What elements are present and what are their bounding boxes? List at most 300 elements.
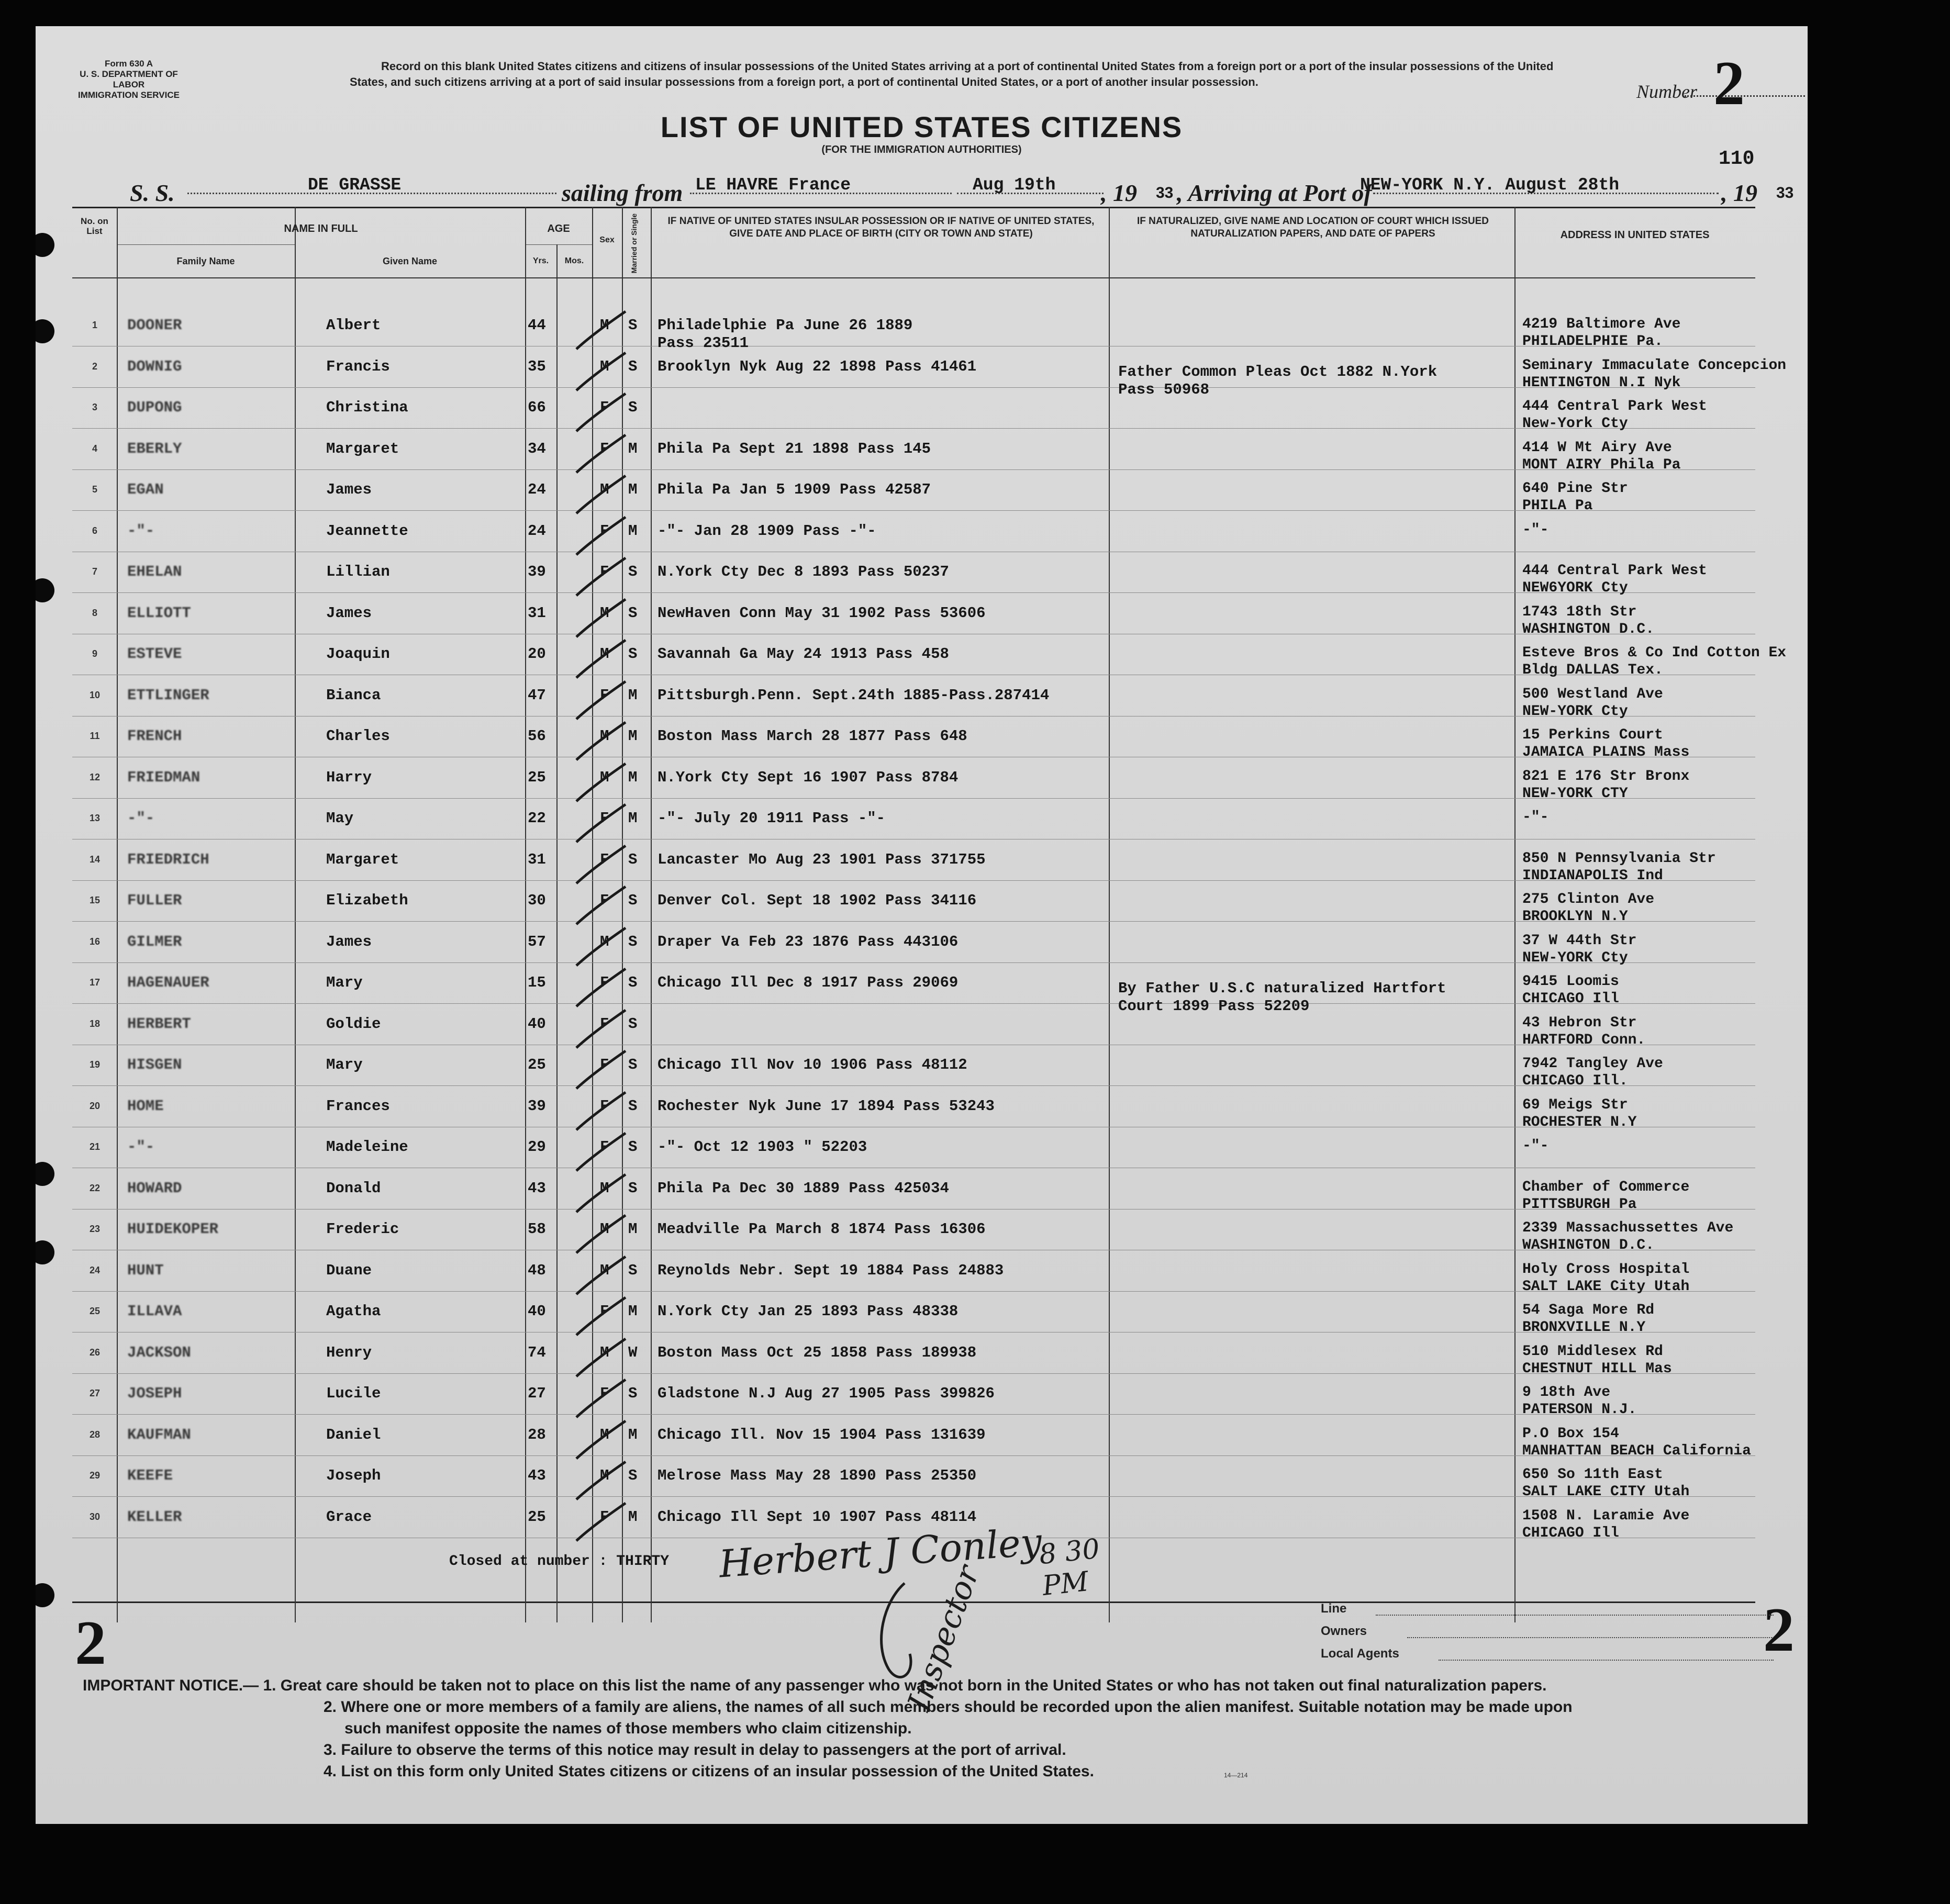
sex: M <box>600 1261 609 1279</box>
address-line: 2339 Massachussettes Ave <box>1522 1220 1734 1236</box>
family-name: JACKSON <box>127 1343 191 1361</box>
birth-info: Chicago Ill Nov 10 1906 Pass 48112 <box>658 1056 967 1073</box>
row-rule <box>72 1373 1755 1374</box>
row-number: 29 <box>89 1470 101 1481</box>
address-line: 275 Clinton Ave <box>1522 891 1655 908</box>
sex: F <box>600 1508 609 1526</box>
address-line: HARTFORD Conn. <box>1522 1032 1646 1048</box>
given-name: Henry <box>326 1343 372 1361</box>
row-rule <box>72 880 1755 881</box>
col-divider <box>117 207 118 1622</box>
address-line: 650 So 11th East <box>1522 1466 1663 1483</box>
age-years: 48 <box>528 1261 546 1279</box>
check-slash-mark <box>572 554 630 601</box>
page-subtitle: (FOR THE IMMIGRATION AUTHORITIES) <box>821 144 1022 155</box>
sex: F <box>600 974 609 991</box>
page-mark: 110 <box>1719 148 1755 170</box>
address-line: SALT LAKE CITY Utah <box>1522 1484 1690 1500</box>
birth-info: -"- Oct 12 1903 " 52203 <box>658 1138 867 1156</box>
age-years: 47 <box>528 686 546 704</box>
line-field <box>1376 1615 1774 1616</box>
family-name: FRIEDRICH <box>127 850 209 868</box>
address-line: 1743 18th Str <box>1522 603 1637 620</box>
address-line: WASHINGTON D.C. <box>1522 621 1655 637</box>
check-slash-mark <box>572 1211 630 1258</box>
port-to: NEW-YORK N.Y. August 28th <box>1360 175 1620 195</box>
row-number: 20 <box>89 1100 101 1111</box>
birth-info: N.York Cty Jan 25 1893 Pass 48338 <box>658 1303 959 1320</box>
notice-item-4: 4. List on this form only United States citizens or citizens of an insular possession of the United States. <box>324 1763 1094 1780</box>
check-slash-mark <box>572 800 630 847</box>
birth-info: Boston Mass March 28 1877 Pass 648 <box>658 727 967 745</box>
check-slash-mark <box>572 349 630 396</box>
age-years: 25 <box>528 1056 546 1073</box>
arriving-label: , Arriving at Port of <box>1177 180 1372 206</box>
given-name: Goldie <box>326 1015 381 1033</box>
given-name: Harry <box>326 768 372 786</box>
sex: F <box>600 1015 609 1033</box>
family-name: EGAN <box>127 481 164 498</box>
number-underline <box>1685 95 1805 97</box>
family-name: EHELAN <box>127 563 182 580</box>
inspector-signature: Herbert J Conley <box>717 1519 1043 1586</box>
family-name: FRENCH <box>127 727 182 745</box>
row-number: 22 <box>89 1182 101 1193</box>
address-line: Bldg DALLAS Tex. <box>1522 662 1663 678</box>
sex: M <box>600 1426 609 1443</box>
check-slash-mark <box>572 595 630 642</box>
birth-info: N.York Cty Dec 8 1893 Pass 50237 <box>658 563 949 580</box>
check-slash-mark <box>572 389 630 436</box>
family-name: ELLIOTT <box>127 604 191 622</box>
age-years: 57 <box>528 933 546 950</box>
row-number: 30 <box>89 1511 101 1522</box>
check-slash-mark <box>572 1417 630 1464</box>
check-slash-mark <box>572 307 630 354</box>
age-years: 40 <box>528 1303 546 1320</box>
age-years: 31 <box>528 850 546 868</box>
sex: F <box>600 440 609 457</box>
sex: M <box>600 1467 609 1484</box>
line-label: Line <box>1321 1601 1347 1616</box>
punch-hole <box>36 1240 54 1264</box>
sex: M <box>600 1179 609 1197</box>
age-years: 35 <box>528 357 546 375</box>
sailing-from-label: sailing from <box>562 180 683 206</box>
year-1: 33 <box>1156 184 1174 201</box>
marital-status: S <box>628 563 638 580</box>
inspector-title: Inspector <box>900 1560 987 1716</box>
form-identification <box>76 59 181 100</box>
marital-status: W <box>628 1343 638 1361</box>
age-subheader-rule <box>525 244 592 245</box>
col-header-name: NAME IN FULL <box>284 223 358 234</box>
birth-info: NewHaven Conn May 31 1902 Pass 53606 <box>658 604 986 622</box>
family-name: -"- <box>127 810 155 827</box>
check-slash-mark <box>572 1458 630 1505</box>
closing-time: 8 30 PM <box>1038 1533 1101 1602</box>
marital-status: M <box>628 1508 638 1526</box>
year-2: 33 <box>1776 184 1794 201</box>
given-name: Mary <box>326 974 363 991</box>
notice-heading: IMPORTANT NOTICE.— <box>83 1677 259 1694</box>
address-line: 850 N Pennsylvania Str <box>1522 850 1716 867</box>
family-name: ILLAVA <box>127 1303 182 1320</box>
row-number: 19 <box>89 1059 101 1070</box>
address-line: SALT LAKE City Utah <box>1522 1278 1690 1295</box>
marital-status: S <box>628 1015 638 1033</box>
sex: M <box>600 481 609 498</box>
marital-status: M <box>628 522 638 540</box>
family-name: HOWARD <box>127 1179 182 1197</box>
check-slash-mark <box>572 1335 630 1382</box>
row-number: 7 <box>92 566 97 577</box>
sex: F <box>600 810 609 827</box>
family-name: HOME <box>127 1097 164 1115</box>
birth-info: Pittsburgh.Penn. Sept.24th 1885-Pass.287414 <box>658 686 1050 704</box>
address-line: 4219 Baltimore Ave <box>1522 316 1681 332</box>
row-number: 10 <box>89 689 101 700</box>
birth-info: Philadelphie Pa June 26 1889 <box>658 317 913 334</box>
check-slash-mark <box>572 1293 630 1340</box>
age-years: 25 <box>528 768 546 786</box>
row-number: 5 <box>92 484 97 495</box>
row-rule <box>72 798 1755 799</box>
check-slash-mark <box>572 636 630 683</box>
family-name: DOONER <box>127 317 182 334</box>
address-line: 9415 Loomis <box>1522 973 1619 990</box>
address-line: CHICAGO Ill <box>1522 991 1619 1007</box>
address-line: Seminary Immaculate Concepcion <box>1522 357 1787 374</box>
sex: F <box>600 686 609 704</box>
col-divider <box>556 244 558 1622</box>
check-slash-mark <box>572 1006 630 1053</box>
family-name: FRIEDMAN <box>127 768 200 786</box>
row-number: 11 <box>90 731 100 741</box>
row-number: 16 <box>89 936 101 947</box>
marital-status: M <box>628 810 638 827</box>
number-label: Number <box>1636 81 1697 102</box>
col-divider <box>295 207 296 1622</box>
row-rule <box>72 1455 1755 1456</box>
address-line: MONT AIRY Phila Pa <box>1522 456 1681 473</box>
sex: F <box>600 563 609 580</box>
row-rule <box>72 1085 1755 1086</box>
check-slash-mark <box>572 718 630 765</box>
col-header-marital: Married or Single <box>630 213 638 274</box>
given-name: Elizabeth <box>326 892 408 909</box>
notice-item-1: IMPORTANT NOTICE.— 1. Great care should be taken not to place on this list the name of any passenger who was not born in the United States or who has not taken out final naturalization papers. <box>83 1677 1547 1694</box>
marital-status: S <box>628 399 638 416</box>
printer-mark: 14—214 <box>1224 1772 1248 1779</box>
given-name: Frances <box>326 1097 390 1115</box>
table-top-border <box>72 207 1755 208</box>
col-header-age: AGE <box>547 223 570 234</box>
given-name: Lucile <box>326 1385 381 1402</box>
sex: F <box>600 1056 609 1073</box>
family-name: DOWNIG <box>127 357 182 375</box>
col-header-family: Family Name <box>176 256 235 266</box>
age-years: 30 <box>528 892 546 909</box>
given-name: Agatha <box>326 1303 381 1320</box>
age-years: 24 <box>528 522 546 540</box>
address-line: 43 Hebron Str <box>1522 1014 1637 1031</box>
col-header-naturalized: IF NATURALIZED, GIVE NAME AND LOCATION OF COURT WHICH ISSUED NATURALIZATION PAPERS, AND DATE OF PAPERS <box>1136 216 1489 239</box>
address-line: INDIANAPOLIS Ind <box>1522 867 1663 884</box>
family-name: -"- <box>127 522 155 540</box>
address-line: WASHINGTON D.C. <box>1522 1237 1655 1253</box>
given-name: Margaret <box>326 850 399 868</box>
sex: M <box>600 317 609 334</box>
address-line: New-York Cty <box>1522 416 1628 432</box>
birth-info: Pass 23511 <box>658 334 749 352</box>
birth-info: -"- July 20 1911 Pass -"- <box>658 810 886 827</box>
address-line: -"- <box>1522 521 1549 538</box>
page-title: LIST OF UNITED STATES CITIZENS <box>660 110 1183 143</box>
col-divider <box>1109 207 1110 1622</box>
age-years: 20 <box>528 645 546 663</box>
naturalization-info: Court 1899 Pass 52209 <box>1118 997 1310 1015</box>
address-line: PHILADELPHIE Pa. <box>1522 333 1663 350</box>
family-name: KELLER <box>127 1508 182 1526</box>
row-rule <box>72 387 1755 388</box>
naturalization-info: By Father U.S.C naturalized Hartfort <box>1118 979 1446 997</box>
family-name: HAGENAUER <box>127 974 209 991</box>
row-number: 2 <box>92 361 97 372</box>
given-name: James <box>326 481 372 498</box>
family-name: FULLER <box>127 892 182 909</box>
age-years: 31 <box>528 604 546 622</box>
row-number: 13 <box>89 813 101 823</box>
birth-info: Savannah Ga May 24 1913 Pass 458 <box>658 645 949 663</box>
birth-info: -"- Jan 28 1909 Pass -"- <box>658 522 876 540</box>
age-years: 74 <box>528 1343 546 1361</box>
row-rule <box>72 1003 1755 1004</box>
age-years: 58 <box>528 1220 546 1238</box>
sex: M <box>600 604 609 622</box>
given-name: Grace <box>326 1508 372 1526</box>
check-slash-mark <box>572 842 630 889</box>
row-rule <box>72 962 1755 963</box>
address-line: NEW-YORK CTY <box>1522 785 1628 802</box>
department-name: U. S. DEPARTMENT OF LABOR <box>80 69 178 89</box>
address-line: 510 Middlesex Rd <box>1522 1343 1663 1360</box>
marital-status: S <box>628 933 638 950</box>
birth-info: Boston Mass Oct 25 1858 Pass 189938 <box>658 1343 977 1361</box>
sex: M <box>600 1220 609 1238</box>
address-line: NEW-YORK Cty <box>1522 949 1628 966</box>
family-name: ETTLINGER <box>127 686 209 704</box>
address-line: BRONXVILLE N.Y <box>1522 1319 1646 1336</box>
important-notice <box>83 1675 1784 1782</box>
marital-status: S <box>628 317 638 334</box>
age-years: 39 <box>528 563 546 580</box>
address-line: -"- <box>1522 809 1549 825</box>
row-number: 1 <box>92 320 97 330</box>
birth-info: Chicago Ill. Nov 15 1904 Pass 131639 <box>658 1426 986 1443</box>
given-name: Lillian <box>326 563 390 580</box>
row-number: 27 <box>89 1388 101 1398</box>
row-number: 3 <box>92 402 97 412</box>
col-header-address: ADDRESS IN UNITED STATES <box>1560 229 1710 241</box>
address-line: Esteve Bros & Co Ind Cotton Ex <box>1522 645 1787 661</box>
address-line: PHILA Pa <box>1522 498 1593 514</box>
marital-status: M <box>628 481 638 498</box>
family-name: HISGEN <box>127 1056 182 1073</box>
check-slash-mark <box>572 1375 630 1423</box>
address-line: NEW-YORK Cty <box>1522 703 1628 720</box>
row-number: 12 <box>89 771 101 782</box>
check-slash-mark <box>572 1129 630 1176</box>
row-rule <box>72 428 1755 429</box>
row-rule <box>72 1414 1755 1415</box>
marital-status: M <box>628 1303 638 1320</box>
col-divider <box>525 207 526 1622</box>
given-name: Charles <box>326 727 390 745</box>
address-line: CHESTNUT HILL Mas <box>1522 1360 1672 1377</box>
birth-info: Phila Pa Dec 30 1889 Pass 425034 <box>658 1179 949 1197</box>
address-line: P.O Box 154 <box>1522 1425 1619 1442</box>
check-slash-mark <box>572 1499 630 1546</box>
family-name: ESTEVE <box>127 645 182 663</box>
age-years: 34 <box>528 440 546 457</box>
sex: M <box>600 768 609 786</box>
check-slash-mark <box>572 677 630 724</box>
sex: F <box>600 1385 609 1402</box>
check-slash-mark <box>572 1047 630 1094</box>
address-line: HENTINGTON N.I Nyk <box>1522 374 1681 391</box>
age-years: 40 <box>528 1015 546 1033</box>
family-name: GILMER <box>127 933 182 950</box>
address-line: 444 Central Park West <box>1522 398 1707 415</box>
row-rule <box>72 1291 1755 1292</box>
marital-status: S <box>628 1097 638 1115</box>
given-name: Daniel <box>326 1426 381 1443</box>
address-line: 640 Pine Str <box>1522 480 1628 497</box>
sex: M <box>600 727 609 745</box>
address-line: Chamber of Commerce <box>1522 1179 1690 1195</box>
closed-at-number: Closed at number : THIRTY <box>449 1553 670 1570</box>
local-agents-field <box>1439 1660 1774 1661</box>
given-name: Joaquin <box>326 645 390 663</box>
row-rule <box>72 592 1755 593</box>
row-number: 9 <box>92 648 97 659</box>
address-line: 414 W Mt Airy Ave <box>1522 439 1672 456</box>
form-number: Form 630 A <box>105 59 153 69</box>
age-years: 39 <box>528 1097 546 1115</box>
date-from: Aug 19th <box>973 175 1056 195</box>
row-number: 24 <box>89 1264 101 1275</box>
given-name: Joseph <box>326 1467 381 1484</box>
marital-status: S <box>628 1261 638 1279</box>
sex: M <box>600 933 609 950</box>
ss-label: S. S. <box>130 180 175 206</box>
family-name: HUIDEKOPER <box>127 1220 219 1238</box>
row-number: 21 <box>89 1141 101 1152</box>
check-slash-mark <box>572 759 630 807</box>
age-years: 56 <box>528 727 546 745</box>
address-line: 69 Meigs Str <box>1522 1096 1628 1113</box>
notice-item-2: 2. Where one or more members of a family are aliens, the names of all such members should be recorded upon the alien manifest. Suitable notation may be made upon <box>324 1698 1573 1716</box>
row-number: 8 <box>92 607 97 618</box>
birth-info: Melrose Mass May 28 1890 Pass 25350 <box>658 1467 977 1484</box>
row-number: 17 <box>89 977 101 988</box>
col-header-given: Given Name <box>382 256 438 266</box>
sex: M <box>600 1343 609 1361</box>
given-name: Frederic <box>326 1220 399 1238</box>
age-years: 29 <box>528 1138 546 1156</box>
notice-item-3: 3. Failure to observe the terms of this notice may result in delay to passengers at the port of arrival. <box>324 1741 1066 1759</box>
bottom-left-number: 2 <box>75 1608 106 1677</box>
address-line: Holy Cross Hospital <box>1522 1261 1690 1278</box>
given-name: Albert <box>326 317 381 334</box>
given-name: Mary <box>326 1056 363 1073</box>
birth-info: Reynolds Nebr. Sept 19 1884 Pass 24883 <box>658 1261 1004 1279</box>
birth-info: Gladstone N.J Aug 27 1905 Pass 399826 <box>658 1385 995 1402</box>
header-bottom-border <box>72 277 1755 278</box>
marital-status: S <box>628 1056 638 1073</box>
check-slash-mark <box>572 882 630 929</box>
family-name: JOSEPH <box>127 1385 182 1402</box>
check-slash-mark <box>572 965 630 1012</box>
check-slash-mark <box>572 431 630 478</box>
sex: F <box>600 522 609 540</box>
manifest-page <box>36 26 1808 1824</box>
address-line: ROCHESTER N.Y <box>1522 1114 1637 1130</box>
sex: F <box>600 892 609 909</box>
marital-status: S <box>628 1467 638 1484</box>
marital-status: S <box>628 1179 638 1197</box>
marital-status: M <box>628 686 638 704</box>
marital-status: M <box>628 440 638 457</box>
birth-info: Rochester Nyk June 17 1894 Pass 53243 <box>658 1097 995 1115</box>
marital-status: S <box>628 645 638 663</box>
family-name: -"- <box>127 1138 155 1156</box>
age-years: 24 <box>528 481 546 498</box>
row-number: 25 <box>89 1306 101 1316</box>
sex: F <box>600 1097 609 1115</box>
col-header-birth: IF NATIVE OF UNITED STATES INSULAR POSSESSION OR IF NATIVE OF UNITED STATES, GIVE DATE AND PLACE OF BIRTH (CITY OR TOWN AND STATE) <box>667 216 1095 239</box>
row-number: 26 <box>89 1347 101 1358</box>
age-years: 27 <box>528 1385 546 1402</box>
address-line: 54 Saga More Rd <box>1522 1302 1655 1318</box>
row-rule <box>72 1496 1755 1497</box>
age-years: 44 <box>528 317 546 334</box>
given-name: Madeleine <box>326 1138 408 1156</box>
year-prefix-1: , 19 <box>1101 180 1137 206</box>
col-header-yrs: Yrs. <box>532 256 549 265</box>
sex: F <box>600 1138 609 1156</box>
given-name: Donald <box>326 1179 381 1197</box>
birth-info: Phila Pa Jan 5 1909 Pass 42587 <box>658 481 931 498</box>
given-name: Jeannette <box>326 522 408 540</box>
address-line: JAMAICA PLAINS Mass <box>1522 744 1690 760</box>
row-number: 6 <box>92 525 97 536</box>
given-name: James <box>326 933 372 950</box>
sex: F <box>600 850 609 868</box>
marital-status: S <box>628 974 638 991</box>
marital-status: S <box>628 357 638 375</box>
naturalization-info: Father Common Pleas Oct 1882 N.York <box>1118 363 1438 380</box>
check-slash-mark <box>572 1170 630 1217</box>
marital-status: S <box>628 892 638 909</box>
col-header-sex: Sex <box>599 236 615 244</box>
age-years: 15 <box>528 974 546 991</box>
birth-info: Draper Va Feb 23 1876 Pass 443106 <box>658 933 959 950</box>
row-rule <box>72 921 1755 922</box>
col-divider <box>1514 207 1516 1622</box>
owners-field <box>1407 1637 1774 1638</box>
